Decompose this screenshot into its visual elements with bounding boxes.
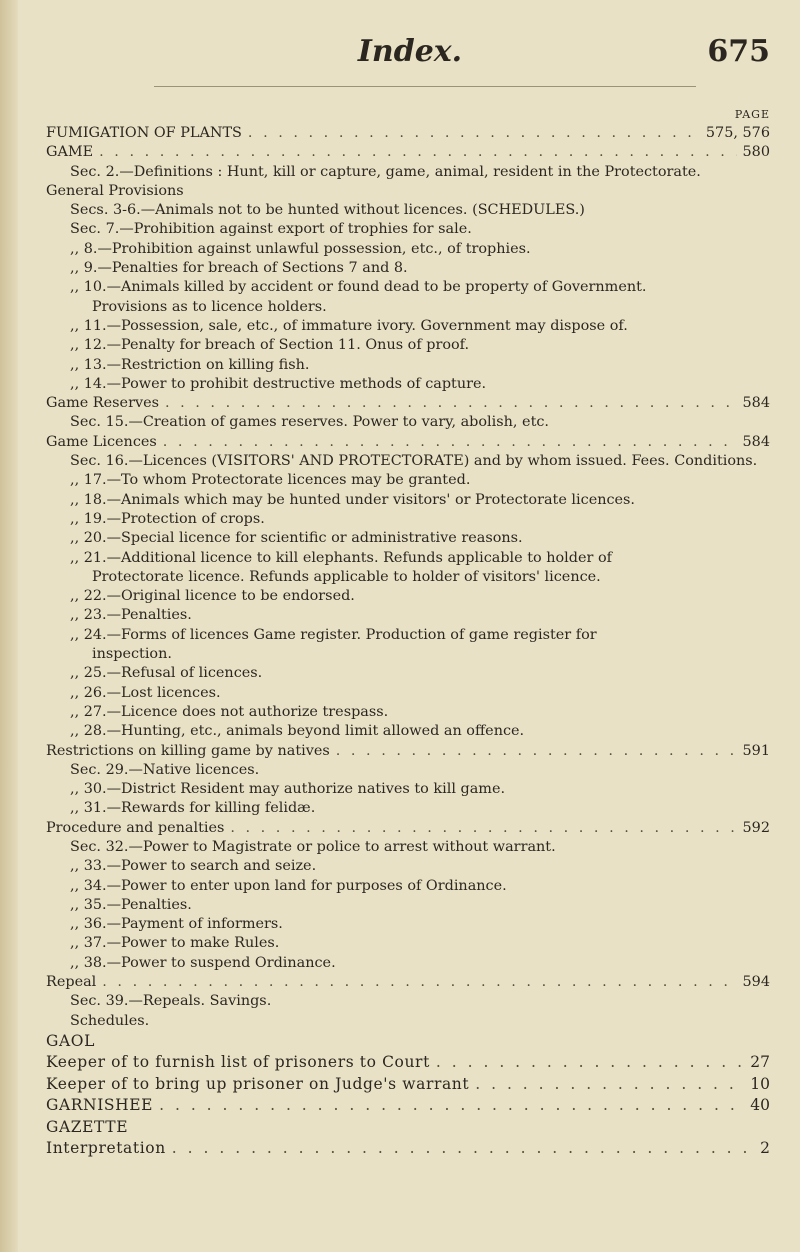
section-line: [44, 220, 776, 239]
line-text: ,, 10.—Animals killed by accident or found dead to be property of Government.: [70, 279, 647, 296]
section-line: [44, 452, 776, 471]
line-text: Provisions as to licence holders.: [92, 298, 327, 315]
line-text: ,, 33.—Power to search and seize.: [70, 858, 317, 875]
section-line: [44, 163, 776, 182]
section-line: [44, 992, 776, 1011]
section-line: [44, 201, 776, 220]
section-line: [44, 896, 776, 915]
line-text: ,, 31.—Rewards for killing felidæ.: [70, 800, 316, 817]
entry-page-ref: 592: [742, 819, 770, 836]
dot-leader: [99, 143, 736, 162]
section-line: [44, 799, 776, 818]
line-text: ,, 18.—Animals which may be hunted under visitors' or Protectorate licences.: [70, 491, 636, 508]
entry-label: GAME: [46, 144, 94, 161]
entry-label: Keeper of to furnish list of prisoners to Court: [46, 1053, 430, 1072]
page-column-heading: PAGE: [734, 108, 770, 121]
index-page: [44, 0, 776, 1252]
section-line: [44, 491, 776, 510]
header-rule: [154, 86, 696, 87]
entry-page-ref: 10: [750, 1074, 770, 1093]
line-text: Sec. 32.—Power to Magistrate or police to arrest without warrant.: [70, 838, 556, 855]
section-line: [44, 587, 776, 606]
page-header: [44, 0, 776, 121]
section-line: [44, 549, 776, 568]
line-text: ,, 14.—Power to prohibit destructive methods of capture.: [70, 375, 487, 392]
entry-label: Repeal: [46, 974, 97, 991]
line-text: ,, 12.—Penalty for breach of Section 11. Onus of proof.: [70, 337, 470, 354]
index-entry: [44, 973, 776, 992]
entry-page-ref: 591: [742, 742, 770, 759]
line-text: Sec. 29.—Native licences.: [70, 761, 260, 778]
section-line: [44, 684, 776, 703]
section-line: [44, 857, 776, 876]
entry-label: Game Reserves: [46, 395, 159, 412]
entry-page-ref: 40: [750, 1096, 770, 1115]
line-text: ,, 24.—Forms of licences Game register. Production of game register for: [70, 626, 597, 643]
dot-leader: [336, 742, 737, 761]
line-text: ,, 26.—Lost licences.: [70, 684, 221, 701]
line-text: ,, 27.—Licence does not authorize trespass.: [70, 703, 389, 720]
section-continuation: [44, 568, 776, 587]
entry-label: GARNISHEE: [46, 1096, 154, 1115]
line-text: Secs. 3-6.—Animals not to be hunted without licences. (SCHEDULES.): [70, 202, 585, 219]
section-line: [44, 877, 776, 896]
section-line: [44, 356, 776, 375]
index-entry: [44, 143, 776, 162]
entry-label: FUMIGATION OF PLANTS: [46, 125, 242, 141]
line-text: ,, 20.—Special licence for scientific or administrative reasons.: [70, 530, 523, 547]
line-text: Schedules.: [70, 1012, 150, 1029]
line-text: ,, 37.—Power to make Rules.: [70, 935, 280, 952]
section-line: [44, 240, 776, 259]
line-text: Protectorate licence. Refunds applicable to holder of visitors' licence.: [92, 568, 601, 585]
dot-leader: [248, 124, 700, 143]
entry-page-ref: 580: [742, 144, 770, 161]
line-text: ,, 21.—Additional licence to kill elephants. Refunds applicable to holder of: [70, 549, 612, 566]
index-entry: [44, 742, 776, 761]
index-subheading: [44, 182, 776, 201]
section-line: [44, 510, 776, 529]
entry-page-ref: 584: [742, 433, 770, 450]
entry-page-ref: 27: [750, 1053, 770, 1072]
line-text: Sec. 16.—Licences (VISITORS' AND PROTECTORATE) and by whom issued. Fees. Conditions.: [70, 453, 758, 470]
section-line: [44, 259, 776, 278]
dot-leader: [172, 1138, 754, 1160]
section-line: [44, 529, 776, 548]
section-line: [44, 838, 776, 857]
book-spine-shadow: [0, 0, 18, 1252]
entry-page-ref: 575, 576: [705, 125, 770, 141]
index-entries: [44, 124, 776, 1160]
section-line: [44, 626, 776, 645]
section-line: [44, 934, 776, 953]
dot-leader: [436, 1052, 744, 1074]
line-text: GAOL: [46, 1031, 95, 1050]
section-line: [44, 413, 776, 432]
entry-label: Restrictions on killing game by natives: [46, 742, 330, 759]
entry-label: Procedure and penalties: [46, 819, 225, 836]
line-text: ,, 36.—Payment of informers.: [70, 916, 283, 933]
section-line: [44, 606, 776, 625]
line-text: ,, 9.—Penalties for breach of Sections 7 and 8.: [70, 260, 408, 277]
index-entry: [44, 124, 776, 143]
dot-leader: [163, 433, 737, 452]
entry-label: Keeper of to bring up prisoner on Judge's warrant: [46, 1074, 470, 1093]
line-text: Sec. 7.—Prohibition against export of trophies for sale.: [70, 221, 472, 238]
section-line: [44, 703, 776, 722]
line-text: inspection.: [92, 646, 172, 663]
line-text: Sec. 2.—Definitions : Hunt, kill or capture, game, animal, resident in the Protectorate.: [70, 163, 701, 180]
dot-leader: [165, 394, 737, 413]
index-heading: [44, 1031, 776, 1053]
line-text: ,, 22.—Original licence to be endorsed.: [70, 588, 355, 605]
line-text: ,, 30.—District Resident may authorize natives to kill game.: [70, 781, 506, 798]
entry-page-ref: 594: [742, 974, 770, 991]
line-text: ,, 25.—Refusal of licences.: [70, 665, 263, 682]
dot-leader: [230, 819, 736, 838]
line-text: Sec. 15.—Creation of games reserves. Power to vary, abolish, etc.: [70, 414, 549, 431]
line-text: Sec. 39.—Repeals. Savings.: [70, 993, 272, 1010]
entry-page-ref: 2: [760, 1139, 770, 1158]
section-line: [44, 317, 776, 336]
section-continuation: [44, 298, 776, 317]
dot-leader: [159, 1095, 744, 1117]
page-number: 675: [707, 34, 770, 69]
running-title: Index.: [357, 34, 463, 69]
section-line: [44, 375, 776, 394]
entry-page-ref: 584: [742, 395, 770, 412]
index-heading: [44, 1117, 776, 1139]
line-text: GAZETTE: [46, 1117, 129, 1136]
section-line: [44, 915, 776, 934]
line-text: ,, 34.—Power to enter upon land for purposes of Ordinance.: [70, 877, 507, 894]
line-text: ,, 8.—Prohibition against unlawful possession, etc., of trophies.: [70, 240, 531, 257]
entry-label: Game Licences: [46, 433, 157, 450]
line-text: ,, 38.—Power to suspend Ordinance.: [70, 954, 336, 971]
line-text: ,, 28.—Hunting, etc., animals beyond limit allowed an offence.: [70, 723, 525, 740]
section-line: [44, 954, 776, 973]
line-text: ,, 13.—Restriction on killing fish.: [70, 356, 310, 373]
section-line: [44, 336, 776, 355]
index-entry: [44, 1138, 776, 1160]
line-text: ,, 17.—To whom Protectorate licences may be granted.: [70, 472, 471, 489]
index-entry: [44, 1095, 776, 1117]
section-line: [44, 1012, 776, 1031]
section-continuation: [44, 645, 776, 664]
index-entry: [44, 433, 776, 452]
index-entry: [44, 1052, 776, 1074]
section-line: [44, 664, 776, 683]
line-text: ,, 35.—Penalties.: [70, 896, 192, 913]
section-line: [44, 761, 776, 780]
section-line: [44, 780, 776, 799]
index-entry: [44, 1074, 776, 1096]
index-entry: [44, 394, 776, 413]
dot-leader: [475, 1074, 744, 1096]
section-line: [44, 722, 776, 741]
line-text: General Provisions: [46, 182, 184, 199]
section-line: [44, 278, 776, 297]
line-text: ,, 11.—Possession, sale, etc., of immature ivory. Government may dispose of.: [70, 317, 628, 334]
dot-leader: [102, 973, 736, 992]
line-text: ,, 23.—Penalties.: [70, 607, 192, 624]
index-entry: [44, 819, 776, 838]
line-text: ,, 19.—Protection of crops.: [70, 510, 265, 527]
section-line: [44, 471, 776, 490]
entry-label: Interpretation: [46, 1139, 166, 1158]
